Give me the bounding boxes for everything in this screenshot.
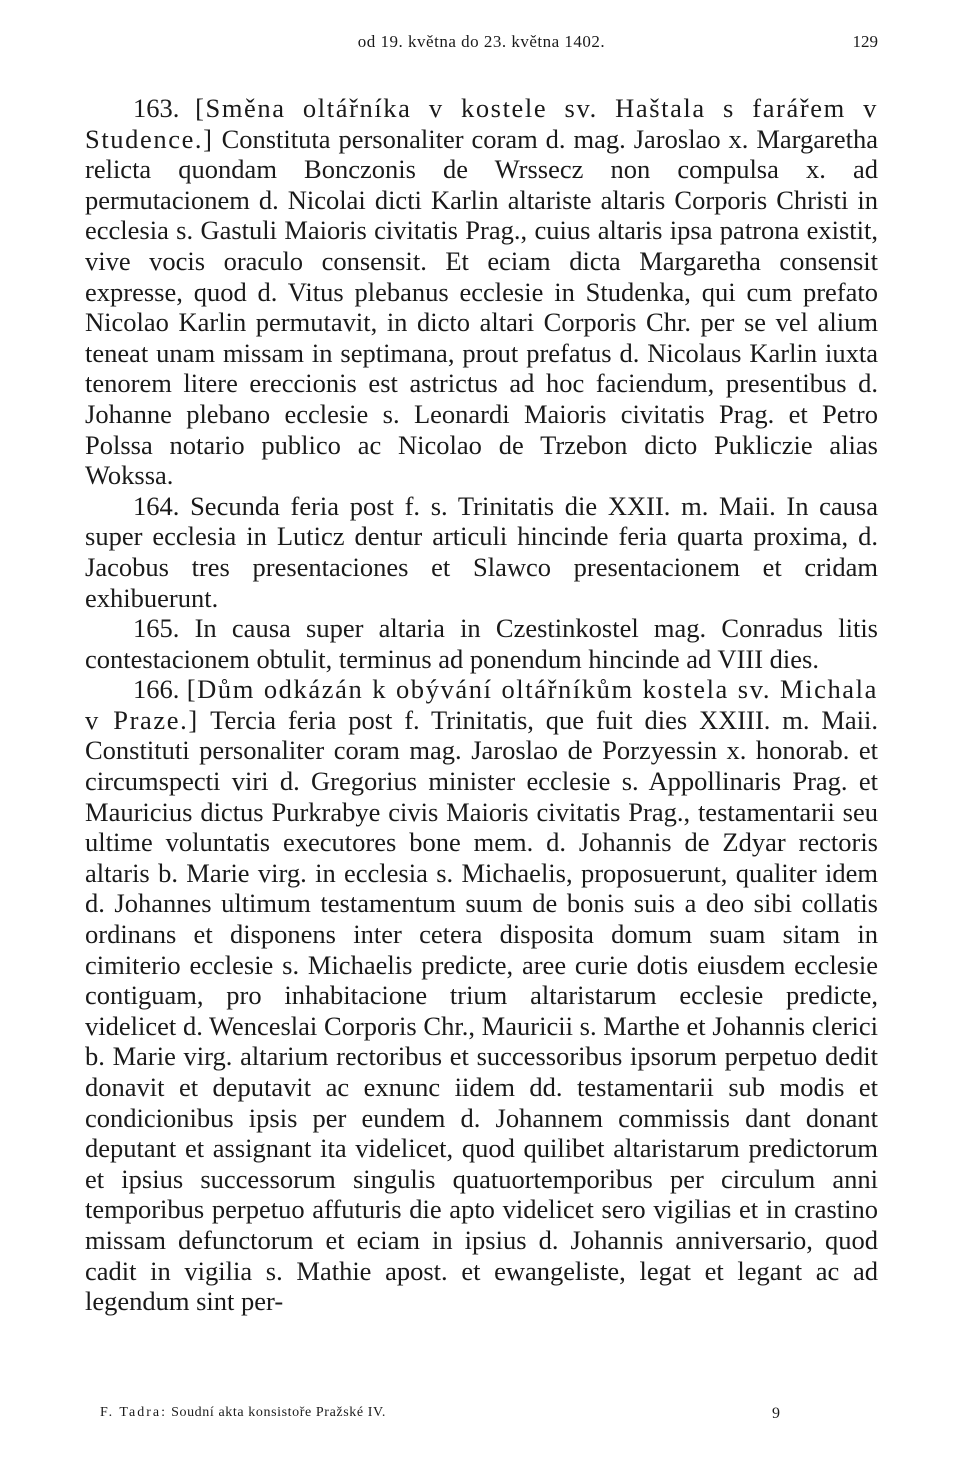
- running-title: od 19. května do 23. května 1402.: [357, 32, 606, 51]
- page-footer: [100, 1405, 800, 1427]
- entry-title: [Směna oltářníka v kostele sv. Haštala s farářem v Studence.]: [85, 93, 878, 154]
- footer-author: F. Tadra:: [100, 1405, 167, 1420]
- entry-163: [85, 93, 878, 491]
- running-head: [85, 32, 878, 60]
- signature-mark: 9: [772, 1405, 781, 1422]
- entry-number: 165.: [133, 613, 180, 644]
- entry-text: Constituta personaliter coram d. mag. Jaroslao x. Margaretha relicta quondam Bonczonis de Wrssecz non compulsa x. ad permutacionem d. Nicolai dicti Karlin altariste altaris Corporis Christi in ecclesia s. Gastuli Maioris civitatis Prag., cuius altaris ipsa patrona existit, vive vocis oraculo consensit. Et eciam dicta Margaretha consensit expresse, quod d. Vitus plebanus ecclesie in Studenka, qui cum prefato Nicolao Karlin permutavit, in dicto altari Corporis Chr. per se vel alium teneat unam missam in septimana, prout prefatus d. Nicolaus Karlin iuxta tenorem litere ereccionis est astrictus ad hoc faciendum, presentibus d. Johanne plebano ecclesie s. Leonardi Maioris civitatis Prag. et Petro Polssa notario publico ac Nicolao de Trzebon dicto Pukliczie alias Wokssa.: [85, 123, 879, 491]
- entry-166: [85, 674, 878, 1316]
- entry-165: [85, 613, 878, 674]
- entry-text: In causa super altaria in Czestinkostel mag. Conradus litis contestacionem obtulit, terminus ad ponendum hincinde ad VIII dies.: [85, 613, 878, 674]
- entry-number: 163.: [133, 93, 180, 123]
- entry-text: Tercia feria post f. Trinitatis, que fuit dies XXIII. m. Maii. Constituti personaliter coram mag. Jaroslao de Porzyessin x. honorab. et circumspecti viri d. Gregorius minister ecclesie s. Appollinaris Prag. et Mauricius dictus Purkrabye civis Maioris civitatis Prag., testamentarii seu ultime voluntatis executores bone mem. d. Johannis de Zdyar rectoris altaris b. Marie virg. in ecclesia s. Michaelis, proposuerunt, qualiter idem d. Johannes ultimum testamentum suum de bonis suis a deo sibi collatis ordinans et disponens inter cetera disposita domum suam sitam in cimiterio ecclesie s. Michaelis predicte, aree curie dotis eiusdem ecclesie contiguam, pro inhabitacione trium altaristarum ecclesie predicte, videlicet d. Wenceslai Corporis Chr., Mauricii s. Marthe et Johannis clerici b. Marie virg. altarium rectoribus et successoribus ipsorum perpetuo dedit donavit et deputavit ac exnunc iidem dd. testamentarii sub modis et condicionibus ipsis per eundem d. Johannem commissis dant donant deputant et assignant ita videlicet, quod quilibet altaristarum predictorum et ipsius successorum singulis quatuortemporibus per circulum anni temporibus perpetuo affuturis die apto videlicet sero vigilias et in crastino missam defunctorum et eciam in ipsius d. Johannis anniversario, quod cadit in vigilia s. Mathie apost. et ewangeliste, legat et legant ac ad legendum sint per-: [85, 704, 878, 1317]
- page-number: 129: [852, 32, 878, 51]
- entry-number: 164.: [133, 490, 180, 521]
- footer-work-title: Soudní akta konsistoře Pražské IV.: [171, 1405, 387, 1420]
- entry-164: [85, 491, 878, 613]
- entry-text: Secunda feria post f. s. Trinitatis die XXII. m. Maii. In causa super ecclesia in Luticz dentur articuli hincinde feria quarta proxima, d. Jacobus tres presentaciones et Slawco presentacionem et cridam exhibuerunt.: [85, 490, 878, 613]
- entry-title: [Dům odkázán k obývání oltářníkům kostela sv. Michala v Praze.]: [85, 674, 878, 735]
- body-text: [85, 93, 878, 1317]
- entry-number: 166.: [133, 674, 180, 705]
